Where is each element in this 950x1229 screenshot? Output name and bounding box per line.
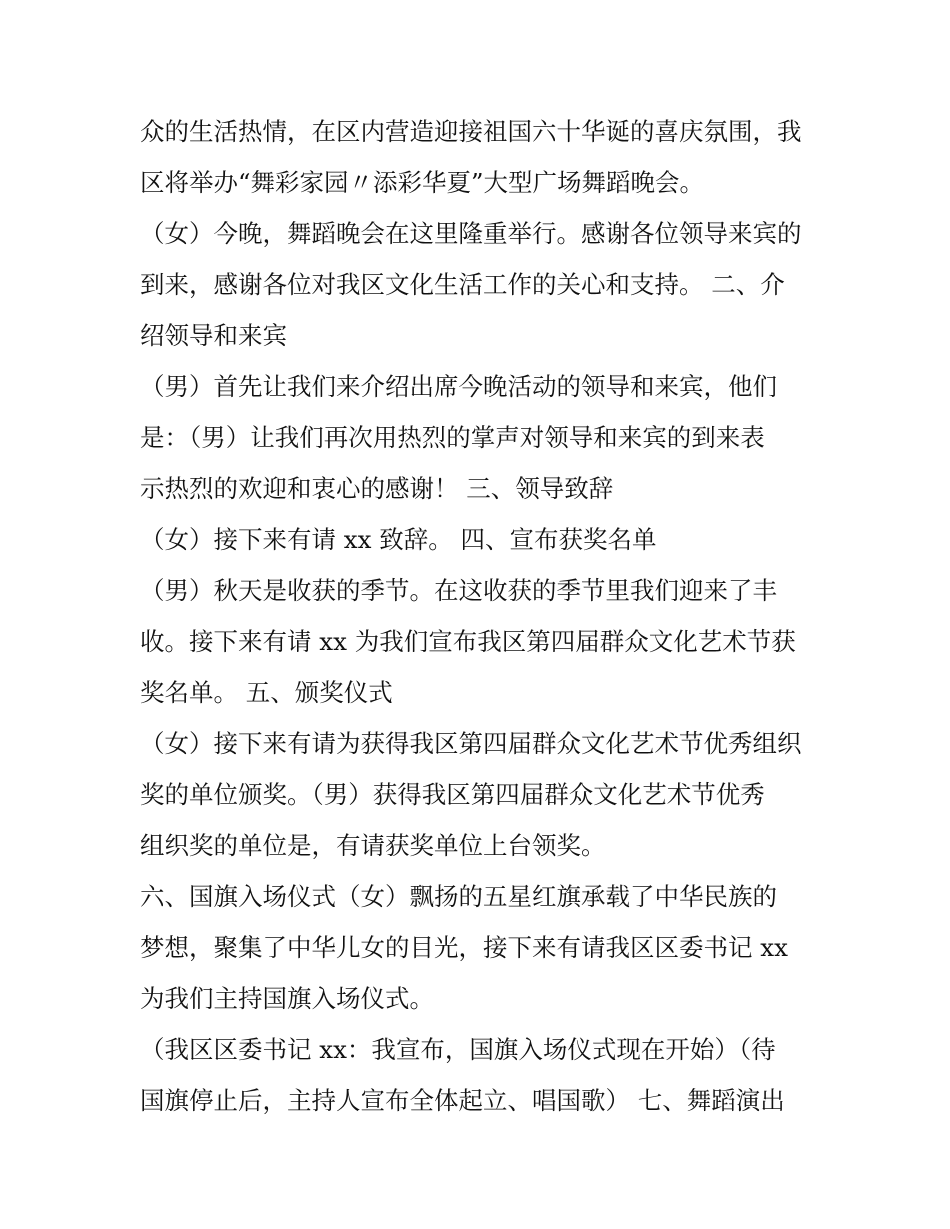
text-line: 众的生活热情，在区内营造迎接祖国六十华诞的喜庆氛围，我 xyxy=(140,117,802,146)
text-line: （女）今晚，舞蹈晚会在这里隆重举行。感谢各位领导来宾的 xyxy=(140,219,802,248)
text-line: （女）接下来有请为获得我区第四届群众文化艺术节优秀组织 xyxy=(140,729,802,758)
text-line: 国旗停止后，主持人宣布全体起立、唱国歌） 七、舞蹈演出 xyxy=(140,1086,785,1115)
text-line: 区将举办“舞彩家园〃添彩华夏”大型广场舞蹈晚会。 xyxy=(140,168,705,197)
document-body xyxy=(140,106,820,1126)
text-line: 是：（男）让我们再次用热烈的掌声对领导和来宾的到来表 xyxy=(140,423,765,452)
text-line: （男）首先让我们来介绍出席今晚活动的领导和来宾，他们 xyxy=(140,372,777,401)
text-line: （男）秋天是收获的季节。在这收获的季节里我们迎来了丰 xyxy=(140,576,777,605)
text-line: 奖名单。 五、颁奖仪式 xyxy=(140,678,393,707)
text-line: 梦想，聚集了中华儿女的目光，接下来有请我区区委书记 xx xyxy=(140,933,788,962)
text-line: 绍领导和来宾 xyxy=(140,321,287,350)
text-line: 到来，感谢各位对我区文化生活工作的关心和支持。 二、介 xyxy=(140,270,785,299)
text-line: 奖的单位颁奖。（男）获得我区第四届群众文化艺术节优秀 xyxy=(140,780,765,809)
text-line: 收。接下来有请 xx 为我们宣布我区第四届群众文化艺术节获 xyxy=(140,627,796,656)
text-line: 为我们主持国旗入场仪式。 xyxy=(140,984,434,1013)
text-line: 示热烈的欢迎和衷心的感谢！ 三、领导致辞 xyxy=(140,474,614,503)
text-line: （我区区委书记 xx：我宣布，国旗入场仪式现在开始）（待 xyxy=(140,1035,776,1064)
text-line: 组织奖的单位是，有请获奖单位上台领奖。 xyxy=(140,831,606,860)
text-line: （女）接下来有请 xx 致辞。 四、宣布获奖名单 xyxy=(140,525,657,554)
text-line: 六、国旗入场仪式（女）飘扬的五星红旗承载了中华民族的 xyxy=(140,882,777,911)
